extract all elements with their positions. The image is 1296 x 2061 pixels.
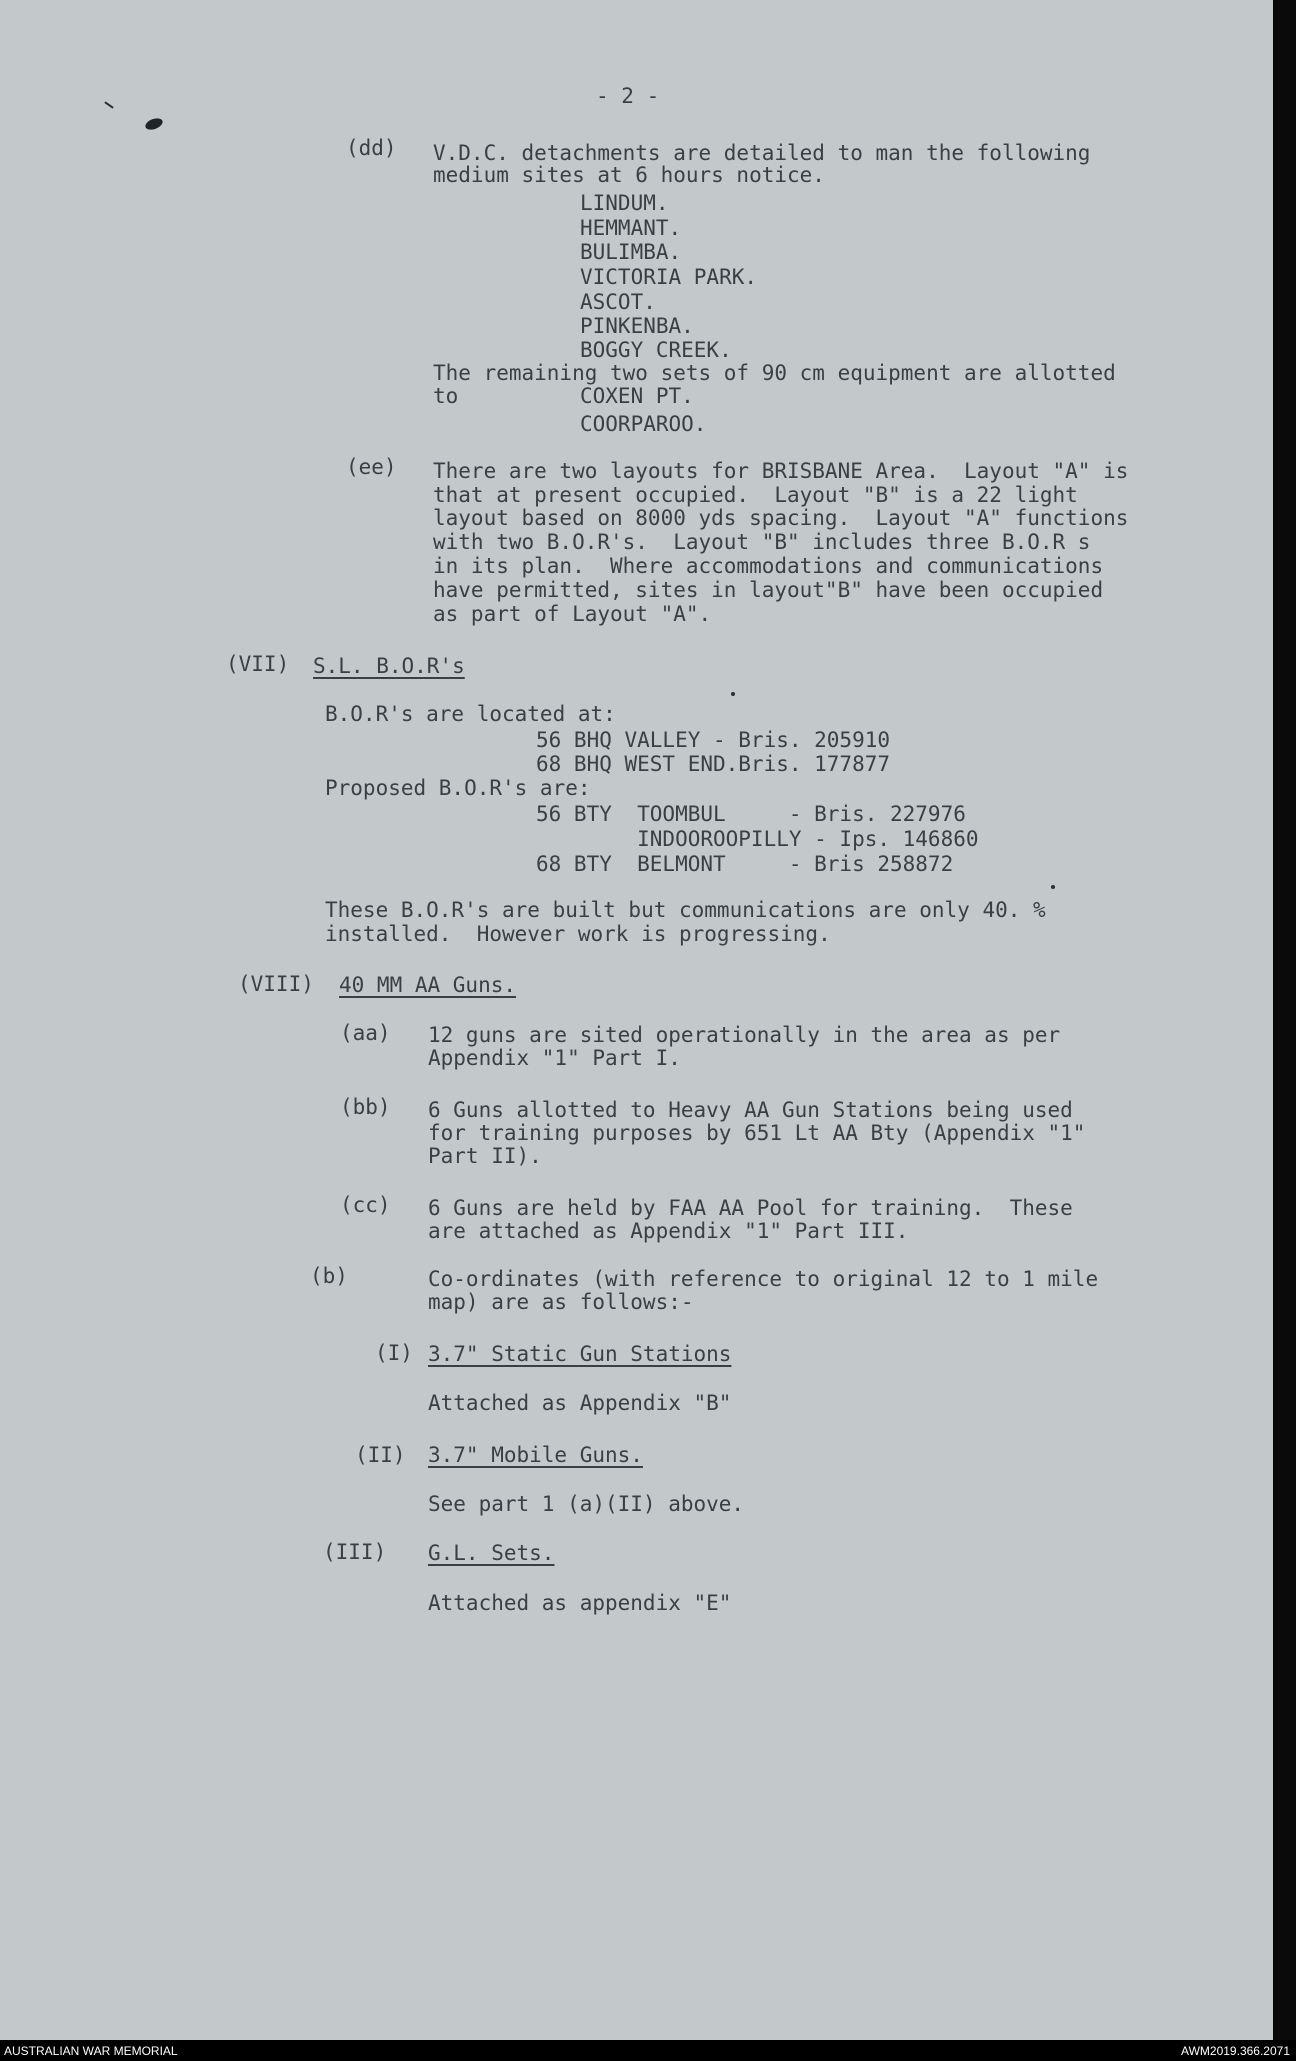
site-name: COORPAROO. bbox=[580, 412, 707, 436]
page-number: - 2 - bbox=[596, 84, 660, 108]
site-name: PINKENBA. bbox=[580, 314, 694, 338]
subitem-marker: (II) bbox=[355, 1443, 406, 1467]
site-name: ASCOT. bbox=[580, 290, 656, 314]
text-line: 6 Guns allotted to Heavy AA Gun Stations being used bbox=[428, 1098, 1073, 1122]
text-line: V.D.C. detachments are detailed to man the following bbox=[433, 141, 1091, 165]
text-line: have permitted, sites in layout"B" have been occupied bbox=[433, 578, 1104, 602]
text-line: medium sites at 6 hours notice. bbox=[433, 163, 825, 187]
item-marker: (b) bbox=[310, 1264, 348, 1288]
text-line: See part 1 (a)(II) above. bbox=[428, 1492, 745, 1516]
text-line: installed. However work is progressing. bbox=[325, 922, 831, 946]
subitem-heading: 3.7" Static Gun Stations bbox=[428, 1342, 732, 1366]
site-name: HEMMANT. bbox=[580, 216, 682, 240]
subitem-heading: 3.7" Mobile Guns. bbox=[428, 1443, 643, 1467]
text-line: as part of Layout "A". bbox=[433, 602, 712, 626]
item-marker: (cc) bbox=[340, 1193, 391, 1217]
subitem-marker: (III) bbox=[323, 1540, 387, 1564]
text-line: that at present occupied. Layout "B" is a 22 light bbox=[433, 483, 1078, 507]
text-line: 6 Guns are held by FAA AA Pool for training. These bbox=[428, 1196, 1073, 1220]
archive-footer bbox=[0, 2040, 1296, 2061]
section-heading: S.L. B.O.R's bbox=[313, 654, 465, 678]
site-name: VICTORIA PARK. bbox=[580, 265, 758, 289]
text-line: layout based on 8000 yds spacing. Layout "A" functions bbox=[433, 506, 1129, 530]
bor-location: INDOOROOPILLY - Ips. 146860 bbox=[536, 827, 979, 851]
item-marker: (aa) bbox=[340, 1021, 391, 1045]
text-line: Attached as Appendix "B" bbox=[428, 1391, 732, 1415]
text-line: There are two layouts for BRISBANE Area. Layout "A" is bbox=[433, 459, 1129, 483]
text-line: The remaining two sets of 90 cm equipment are allotted bbox=[433, 361, 1116, 385]
text-line: 12 guns are sited operationally in the area as per bbox=[428, 1023, 1061, 1047]
site-name: BULIMBA. bbox=[580, 240, 682, 264]
bor-location: 56 BTY TOOMBUL - Bris. 227976 bbox=[536, 802, 966, 826]
stray-mark bbox=[731, 692, 735, 696]
text-line: Part II). bbox=[428, 1144, 542, 1168]
section-marker: (VII) bbox=[226, 652, 290, 676]
text-line: are attached as Appendix "1" Part III. bbox=[428, 1219, 909, 1243]
stray-mark bbox=[1051, 885, 1055, 889]
text-line: These B.O.R's are built but communications are only 40. % bbox=[325, 898, 1046, 922]
item-marker: (bb) bbox=[340, 1095, 391, 1119]
text-line: Proposed B.O.R's are: bbox=[325, 776, 591, 800]
pencil-mark bbox=[104, 101, 113, 108]
site-name: BOGGY CREEK. bbox=[580, 338, 732, 362]
text-line: map) are as follows:- bbox=[428, 1290, 694, 1314]
footer-institution: AUSTRALIAN WAR MEMORIAL bbox=[4, 2044, 178, 2058]
bor-location: 56 BHQ VALLEY - Bris. 205910 bbox=[536, 728, 891, 752]
section-marker: (VIII) bbox=[238, 972, 314, 996]
ink-blot bbox=[144, 116, 164, 132]
text-line: in its plan. Where accommodations and communications bbox=[433, 554, 1104, 578]
item-marker: (dd) bbox=[346, 136, 397, 160]
footer-reference: AWM2019.366.2071 bbox=[1181, 2044, 1290, 2058]
text-line: Appendix "1" Part I. bbox=[428, 1046, 681, 1070]
text-line: with two B.O.R's. Layout "B" includes three B.O.R s bbox=[433, 530, 1091, 554]
item-marker: (ee) bbox=[346, 455, 397, 479]
site-name: LINDUM. bbox=[580, 191, 669, 215]
text-line: Attached as appendix "E" bbox=[428, 1591, 732, 1615]
text-line: for training purposes by 651 Lt AA Bty (Appendix "1" bbox=[428, 1121, 1086, 1145]
bor-location: 68 BHQ WEST END.Bris. 177877 bbox=[536, 752, 891, 776]
bor-location: 68 BTY BELMONT - Bris 258872 bbox=[536, 852, 954, 876]
text-line: B.O.R's are located at: bbox=[325, 702, 616, 726]
text-line: to bbox=[433, 384, 459, 408]
section-heading: 40 MM AA Guns. bbox=[339, 973, 517, 997]
text-line: Co-ordinates (with reference to original 12 to 1 mile bbox=[428, 1267, 1099, 1291]
site-name: COXEN PT. bbox=[580, 384, 694, 408]
subitem-marker: (I) bbox=[375, 1341, 413, 1365]
subitem-heading: G.L. Sets. bbox=[428, 1541, 555, 1565]
page-edge bbox=[1273, 0, 1296, 2040]
